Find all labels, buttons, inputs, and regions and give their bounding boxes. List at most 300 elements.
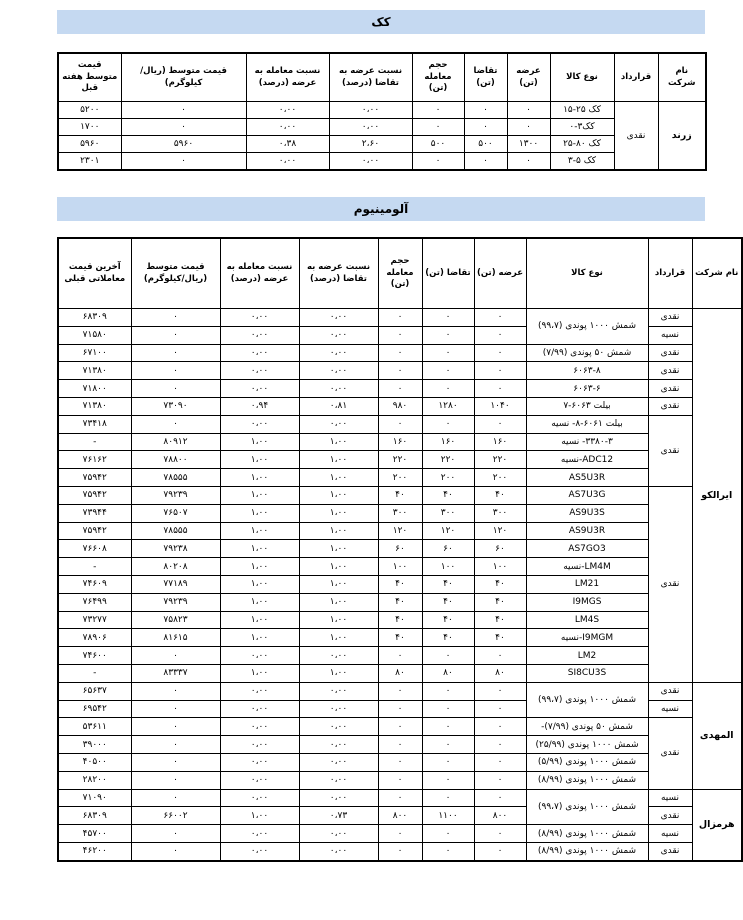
header-supply: عرضه (تن) (474, 238, 526, 309)
header-contract: قرارداد (648, 238, 692, 309)
supply-demand-ratio-cell: ۰،۰۰ (299, 380, 378, 398)
supply-demand-ratio-cell: ۱،۰۰ (299, 540, 378, 558)
volume-cell: ۱۶۰ (378, 433, 422, 451)
supply-cell: ۴۰ (474, 575, 526, 593)
table-row (58, 664, 742, 682)
supply-demand-ratio-cell: ۰،۰۰ (299, 682, 378, 700)
avg-price-cell: ۰ (131, 842, 220, 860)
supply-cell: ۰ (474, 789, 526, 807)
supply-demand-ratio-cell: ۱،۰۰ (299, 486, 378, 504)
header-last-prev-price: آخرین قیمت معاملاتی قبلی (58, 238, 131, 309)
product-cell: بیلت ۶۰۶۱-۸- نسیه (526, 415, 648, 433)
volume-cell: ۹۸۰ (378, 397, 422, 415)
demand-cell: ۴۰ (422, 629, 474, 647)
header-volume-supply-ratio: نسبت معامله به عرضه (درصد) (220, 238, 299, 309)
company-cell: ایرالکو (692, 309, 742, 683)
demand-cell: ۰ (464, 119, 507, 136)
header-contract: قرارداد (614, 53, 658, 102)
supply-cell: ۰ (474, 771, 526, 789)
supply-demand-ratio-cell: ۰،۰۰ (299, 362, 378, 380)
volume-supply-ratio-cell: ۱،۰۰ (220, 433, 299, 451)
table-row (58, 789, 742, 807)
table-row (58, 415, 742, 433)
volume-cell: ۰ (412, 153, 464, 171)
prev-price-cell: ۶۸۳۰۹ (58, 309, 131, 327)
demand-cell: ۵۰۰ (464, 136, 507, 153)
volume-cell: ۰ (378, 380, 422, 398)
volume-supply-ratio-cell: ۰،۰۰ (220, 718, 299, 736)
product-cell: کک۳-۰ (550, 119, 614, 136)
header-supply: عرضه (تن) (507, 53, 550, 102)
table-row (58, 558, 742, 576)
table-row (58, 522, 742, 540)
volume-cell: ۰ (378, 326, 422, 344)
demand-cell: ۰ (464, 102, 507, 119)
supply-cell: ۳۰۰ (474, 504, 526, 522)
volume-supply-ratio-cell: ۰،۰۰ (220, 415, 299, 433)
supply-cell: ۰ (474, 736, 526, 754)
product-cell: شمش ۱۰۰۰ پوندی (۹۹،۷) (526, 789, 648, 825)
supply-demand-ratio-cell: ۰،۷۳ (299, 807, 378, 825)
supply-demand-ratio-cell: ۱،۰۰ (299, 664, 378, 682)
demand-cell: ۰ (422, 309, 474, 327)
supply-cell: ۰ (474, 344, 526, 362)
avg-price-cell: ۷۸۵۵۵ (131, 522, 220, 540)
volume-cell: ۰ (378, 309, 422, 327)
product-cell: SI8CU3S (526, 664, 648, 682)
contract-cell: نقدی (648, 397, 692, 415)
table-row (58, 825, 742, 843)
demand-cell: ۰ (422, 789, 474, 807)
volume-supply-ratio-cell: ۱،۰۰ (220, 664, 299, 682)
demand-cell: ۰ (422, 736, 474, 754)
avg-price-cell: ۷۸۵۵۵ (131, 469, 220, 487)
supply-demand-ratio-cell: ۰،۰۰ (299, 415, 378, 433)
avg-price-cell: ۵۹۶۰ (121, 136, 246, 153)
demand-cell: ۰ (422, 700, 474, 718)
supply-demand-ratio-cell: ۰،۰۰ (329, 153, 412, 171)
product-cell: کک ۵-۳ (550, 153, 614, 171)
volume-supply-ratio-cell: ۰،۰۰ (246, 119, 329, 136)
table-row (58, 136, 706, 153)
volume-cell: ۰ (378, 825, 422, 843)
demand-cell: ۱۱۰۰ (422, 807, 474, 825)
volume-supply-ratio-cell: ۰،۰۰ (220, 771, 299, 789)
avg-price-cell: ۷۸۸۰۰ (131, 451, 220, 469)
supply-cell: ۰ (474, 415, 526, 433)
product-cell: AS7GO3 (526, 540, 648, 558)
volume-supply-ratio-cell: ۰،۰۰ (220, 682, 299, 700)
volume-cell: ۴۰ (378, 593, 422, 611)
avg-price-cell: ۷۹۲۳۸ (131, 540, 220, 558)
supply-cell: ۰ (507, 102, 550, 119)
volume-supply-ratio-cell: ۱،۰۰ (220, 451, 299, 469)
avg-price-cell: ۰ (131, 682, 220, 700)
header-volume: حجم معامله (تن) (378, 238, 422, 309)
prev-price-cell: ۱۷۰۰ (58, 119, 121, 136)
demand-cell: ۰ (422, 771, 474, 789)
prev-price-cell: ۷۶۱۶۲ (58, 451, 131, 469)
product-cell: AS9U3S (526, 504, 648, 522)
prev-price-cell: ۷۵۹۴۲ (58, 469, 131, 487)
coke-section-title: کک (57, 10, 705, 34)
table-row (58, 362, 742, 380)
prev-price-cell: ۶۷۱۰۰ (58, 344, 131, 362)
supply-cell: ۴۰ (474, 629, 526, 647)
table-row (58, 119, 706, 136)
avg-price-cell: ۷۶۵۰۷ (131, 504, 220, 522)
product-cell: بیلت ۶۰۶۳-۷ (526, 397, 648, 415)
avg-price-cell: ۰ (131, 309, 220, 327)
contract-cell: نسیه (648, 326, 692, 344)
product-cell: AS7U3G (526, 486, 648, 504)
supply-cell: ۴۰ (474, 593, 526, 611)
product-cell: شمش ۱۰۰۰ پوندی (۵/۹۹) (526, 753, 648, 771)
product-cell: I9MGM-نسیه (526, 629, 648, 647)
header-avg-price: قیمت متوسط (ریال/کیلوگرم) (131, 238, 220, 309)
demand-cell: ۰ (422, 647, 474, 665)
product-cell: AS5U3R (526, 469, 648, 487)
prev-price-cell: ۷۵۹۴۲ (58, 486, 131, 504)
supply-demand-ratio-cell: ۰،۰۰ (299, 309, 378, 327)
volume-supply-ratio-cell: ۰،۹۴ (220, 397, 299, 415)
prev-price-cell: ۲۳۰۱ (58, 153, 121, 171)
volume-cell: ۴۰ (378, 575, 422, 593)
contract-cell: نسیه (648, 825, 692, 843)
avg-price-cell: ۰ (131, 718, 220, 736)
contract-cell: نقدی (648, 718, 692, 789)
volume-cell: ۴۰ (378, 629, 422, 647)
prev-price-cell: ۷۶۶۰۸ (58, 540, 131, 558)
volume-cell: ۰ (378, 771, 422, 789)
avg-price-cell: ۰ (131, 647, 220, 665)
volume-supply-ratio-cell: ۱،۰۰ (220, 629, 299, 647)
avg-price-cell: ۷۹۲۳۹ (131, 486, 220, 504)
avg-price-cell: ۰ (131, 700, 220, 718)
contract-cell: نقدی (648, 842, 692, 860)
avg-price-cell: ۸۳۳۳۷ (131, 664, 220, 682)
header-company: نام شرکت (692, 238, 742, 309)
avg-price-cell: ۶۶۰۰۲ (131, 807, 220, 825)
volume-supply-ratio-cell: ۱،۰۰ (220, 611, 299, 629)
volume-supply-ratio-cell: ۰،۰۰ (220, 753, 299, 771)
contract-cell: نسیه (648, 700, 692, 718)
product-cell: شمش ۱۰۰۰ پوندی (۸/۹۹) (526, 842, 648, 860)
volume-cell: ۴۰ (378, 611, 422, 629)
volume-cell: ۱۰۰ (378, 558, 422, 576)
volume-supply-ratio-cell: ۱،۰۰ (220, 575, 299, 593)
volume-supply-ratio-cell: ۰،۰۰ (220, 700, 299, 718)
demand-cell: ۴۰ (422, 486, 474, 504)
volume-supply-ratio-cell: ۰،۰۰ (220, 842, 299, 860)
header-supply-demand-ratio: نسبت عرضه به تقاضا (درصد) (299, 238, 378, 309)
prev-price-cell: ۴۰۵۰۰ (58, 753, 131, 771)
supply-cell: ۱۳۰۰ (507, 136, 550, 153)
demand-cell: ۱۰۰ (422, 558, 474, 576)
product-cell: شمش ۱۰۰۰ پوندی (۲۵/۹۹) (526, 736, 648, 754)
prev-price-cell: ۶۹۵۴۲ (58, 700, 131, 718)
header-volume: حجم معامله (تن) (412, 53, 464, 102)
supply-demand-ratio-cell: ۰،۰۰ (299, 718, 378, 736)
product-cell: شمش ۱۰۰۰ پوندی (۸/۹۹) (526, 771, 648, 789)
contract-cell: نقدی (648, 415, 692, 486)
demand-cell: ۰ (422, 380, 474, 398)
supply-demand-ratio-cell: ۰،۰۰ (299, 842, 378, 860)
supply-demand-ratio-cell: ۰،۰۰ (329, 102, 412, 119)
avg-price-cell: ۰ (131, 771, 220, 789)
table-row (58, 647, 742, 665)
prev-price-cell: ۴۶۲۰۰ (58, 842, 131, 860)
volume-cell: ۲۲۰ (378, 451, 422, 469)
header-demand: تقاضا (تن) (422, 238, 474, 309)
supply-cell: ۸۰۰ (474, 807, 526, 825)
table-row (58, 433, 742, 451)
avg-price-cell: ۰ (121, 102, 246, 119)
volume-supply-ratio-cell: ۰،۰۰ (246, 102, 329, 119)
supply-demand-ratio-cell: ۰،۰۰ (299, 753, 378, 771)
table-row (58, 611, 742, 629)
table-row (58, 718, 742, 736)
prev-price-cell: ۷۱۳۸۰ (58, 362, 131, 380)
volume-cell: ۱۲۰ (378, 522, 422, 540)
prev-price-cell: - (58, 433, 131, 451)
supply-demand-ratio-cell: ۰،۰۰ (299, 647, 378, 665)
volume-supply-ratio-cell: ۱،۰۰ (220, 522, 299, 540)
volume-supply-ratio-cell: ۰،۳۸ (246, 136, 329, 153)
aluminium-section-title: آلومینیوم (57, 197, 705, 221)
supply-demand-ratio-cell: ۱،۰۰ (299, 558, 378, 576)
volume-supply-ratio-cell: ۰،۰۰ (220, 380, 299, 398)
coke-table (57, 52, 707, 171)
demand-cell: ۳۰۰ (422, 504, 474, 522)
avg-price-cell: ۸۰۹۱۲ (131, 433, 220, 451)
supply-demand-ratio-cell: ۱،۰۰ (299, 522, 378, 540)
header-demand: تقاضا (تن) (464, 53, 507, 102)
demand-cell: ۰ (422, 415, 474, 433)
demand-cell: ۱۲۰ (422, 522, 474, 540)
contract-cell: نقدی (648, 309, 692, 327)
demand-cell: ۶۰ (422, 540, 474, 558)
volume-supply-ratio-cell: ۱،۰۰ (220, 807, 299, 825)
table-row (58, 309, 742, 327)
avg-price-cell: ۷۵۸۲۳ (131, 611, 220, 629)
avg-price-cell: ۰ (131, 736, 220, 754)
supply-cell: ۲۰۰ (474, 469, 526, 487)
header-product: نوع کالا (526, 238, 648, 309)
avg-price-cell: ۰ (131, 362, 220, 380)
aluminium-table (57, 237, 743, 862)
supply-cell: ۰ (474, 718, 526, 736)
prev-price-cell: ۷۳۲۷۷ (58, 611, 131, 629)
header-prev-week-price: قیمت متوسط هفته قبل (58, 53, 121, 102)
prev-price-cell: ۷۱۳۸۰ (58, 397, 131, 415)
demand-cell: ۰ (422, 753, 474, 771)
volume-cell: ۰ (378, 647, 422, 665)
prev-price-cell: - (58, 558, 131, 576)
prev-price-cell: ۶۵۶۳۷ (58, 682, 131, 700)
avg-price-cell: ۰ (131, 326, 220, 344)
contract-cell: نسیه (648, 789, 692, 807)
table-row (58, 153, 706, 171)
demand-cell: ۴۰ (422, 593, 474, 611)
avg-price-cell: ۰ (131, 789, 220, 807)
volume-cell: ۰ (412, 102, 464, 119)
prev-price-cell: - (58, 664, 131, 682)
volume-cell: ۸۰ (378, 664, 422, 682)
demand-cell: ۴۰ (422, 575, 474, 593)
avg-price-cell: ۰ (131, 344, 220, 362)
table-row (58, 771, 742, 789)
contract-cell: نقدی (648, 807, 692, 825)
prev-price-cell: ۵۹۶۰ (58, 136, 121, 153)
demand-cell: ۰ (422, 344, 474, 362)
prev-price-cell: ۶۸۳۰۹ (58, 807, 131, 825)
contract-cell: نقدی (648, 682, 692, 700)
supply-cell: ۰ (507, 119, 550, 136)
table-row (58, 629, 742, 647)
table-row (58, 451, 742, 469)
supply-cell: ۴۰ (474, 486, 526, 504)
avg-price-cell: ۰ (121, 153, 246, 171)
avg-price-cell: ۷۷۱۸۹ (131, 575, 220, 593)
coke-header-row (58, 53, 706, 102)
product-cell: شمش ۵۰ پوندی (۷/۹۹) (526, 344, 648, 362)
supply-cell: ۸۰ (474, 664, 526, 682)
supply-cell: ۰ (474, 380, 526, 398)
product-cell: شمش ۵۰ پوندی (۷/۹۹)- (526, 718, 648, 736)
supply-cell: ۰ (474, 362, 526, 380)
table-row (58, 380, 742, 398)
supply-demand-ratio-cell: ۰،۸۱ (299, 397, 378, 415)
demand-cell: ۱۶۰ (422, 433, 474, 451)
volume-cell: ۴۰ (378, 486, 422, 504)
header-avg-price: قیمت متوسط (ریال/کیلوگرم) (121, 53, 246, 102)
volume-cell: ۰ (378, 344, 422, 362)
volume-supply-ratio-cell: ۰،۰۰ (220, 825, 299, 843)
table-row (58, 469, 742, 487)
contract-cell: نقدی (648, 380, 692, 398)
prev-price-cell: ۲۸۲۰۰ (58, 771, 131, 789)
demand-cell: ۰ (422, 842, 474, 860)
company-cell: زرند (658, 102, 706, 171)
avg-price-cell: ۸۰۲۰۸ (131, 558, 220, 576)
table-row (58, 753, 742, 771)
demand-cell: ۰ (422, 362, 474, 380)
supply-cell: ۲۲۰ (474, 451, 526, 469)
avg-price-cell: ۷۳۰۹۰ (131, 397, 220, 415)
supply-cell: ۰ (474, 309, 526, 327)
volume-cell: ۰ (412, 119, 464, 136)
supply-demand-ratio-cell: ۰،۰۰ (299, 700, 378, 718)
prev-price-cell: ۵۳۶۱۱ (58, 718, 131, 736)
supply-cell: ۱۰۰ (474, 558, 526, 576)
demand-cell: ۰ (464, 153, 507, 171)
prev-price-cell: ۷۸۹۰۶ (58, 629, 131, 647)
prev-price-cell: ۷۴۶۰۹ (58, 575, 131, 593)
supply-cell: ۱۲۰ (474, 522, 526, 540)
avg-price-cell: ۸۱۶۱۵ (131, 629, 220, 647)
contract-cell: نقدی (614, 102, 658, 171)
demand-cell: ۰ (422, 326, 474, 344)
volume-supply-ratio-cell: ۰،۰۰ (220, 789, 299, 807)
volume-cell: ۰ (378, 789, 422, 807)
supply-cell: ۰ (474, 647, 526, 665)
product-cell: LM2 (526, 647, 648, 665)
header-volume-supply-ratio: نسبت معامله به عرضه (درصد) (246, 53, 329, 102)
volume-supply-ratio-cell: ۰،۰۰ (220, 344, 299, 362)
volume-cell: ۸۰۰ (378, 807, 422, 825)
demand-cell: ۱۲۸۰ (422, 397, 474, 415)
product-cell: AS9U3R (526, 522, 648, 540)
contract-cell: نقدی (648, 486, 692, 682)
product-cell: ۶۰۶۳-۸ (526, 362, 648, 380)
volume-supply-ratio-cell: ۱،۰۰ (220, 540, 299, 558)
product-cell: کک ۲۵-۱۵ (550, 102, 614, 119)
prev-price-cell: ۳۹۰۰۰ (58, 736, 131, 754)
volume-cell: ۰ (378, 753, 422, 771)
contract-cell: نقدی (648, 362, 692, 380)
volume-cell: ۰ (378, 362, 422, 380)
table-row (58, 736, 742, 754)
supply-demand-ratio-cell: ۰،۰۰ (299, 825, 378, 843)
prev-price-cell: ۵۲۰۰ (58, 102, 121, 119)
table-row (58, 842, 742, 860)
table-row (58, 575, 742, 593)
product-cell: شمش ۱۰۰۰ پوندی (۸/۹۹) (526, 825, 648, 843)
volume-supply-ratio-cell: ۰،۰۰ (220, 362, 299, 380)
volume-supply-ratio-cell: ۰،۰۰ (220, 736, 299, 754)
volume-cell: ۳۰۰ (378, 504, 422, 522)
supply-demand-ratio-cell: ۱،۰۰ (299, 504, 378, 522)
table-row (58, 593, 742, 611)
supply-demand-ratio-cell: ۰،۰۰ (299, 789, 378, 807)
volume-supply-ratio-cell: ۰،۰۰ (220, 647, 299, 665)
prev-price-cell: ۷۵۹۴۲ (58, 522, 131, 540)
supply-cell: ۱۶۰ (474, 433, 526, 451)
aluminium-header-row (58, 238, 742, 309)
product-cell: شمش ۱۰۰۰ پوندی (۹۹،۷) (526, 682, 648, 718)
supply-demand-ratio-cell: ۰،۰۰ (329, 119, 412, 136)
demand-cell: ۰ (422, 718, 474, 736)
table-row (58, 486, 742, 504)
demand-cell: ۲۰۰ (422, 469, 474, 487)
avg-price-cell: ۰ (131, 415, 220, 433)
volume-cell: ۰ (378, 700, 422, 718)
header-supply-demand-ratio: نسبت عرضه به تقاضا (درصد) (329, 53, 412, 102)
demand-cell: ۴۰ (422, 611, 474, 629)
volume-supply-ratio-cell: ۱،۰۰ (220, 486, 299, 504)
product-cell: LM4S (526, 611, 648, 629)
prev-price-cell: ۷۳۴۱۸ (58, 415, 131, 433)
avg-price-cell: ۰ (131, 753, 220, 771)
prev-price-cell: ۷۳۹۴۴ (58, 504, 131, 522)
demand-cell: ۰ (422, 682, 474, 700)
demand-cell: ۰ (422, 825, 474, 843)
volume-cell: ۰ (378, 736, 422, 754)
supply-demand-ratio-cell: ۰،۰۰ (299, 326, 378, 344)
supply-demand-ratio-cell: ۱،۰۰ (299, 575, 378, 593)
product-cell: ADC12-نسیه (526, 451, 648, 469)
supply-cell: ۰ (474, 842, 526, 860)
volume-supply-ratio-cell: ۱،۰۰ (220, 558, 299, 576)
product-cell: LM4M-نسیه (526, 558, 648, 576)
prev-price-cell: ۴۵۷۰۰ (58, 825, 131, 843)
volume-cell: ۰ (378, 842, 422, 860)
product-cell: I9MGS (526, 593, 648, 611)
table-row (58, 540, 742, 558)
volume-cell: ۵۰۰ (412, 136, 464, 153)
supply-cell: ۰ (474, 700, 526, 718)
